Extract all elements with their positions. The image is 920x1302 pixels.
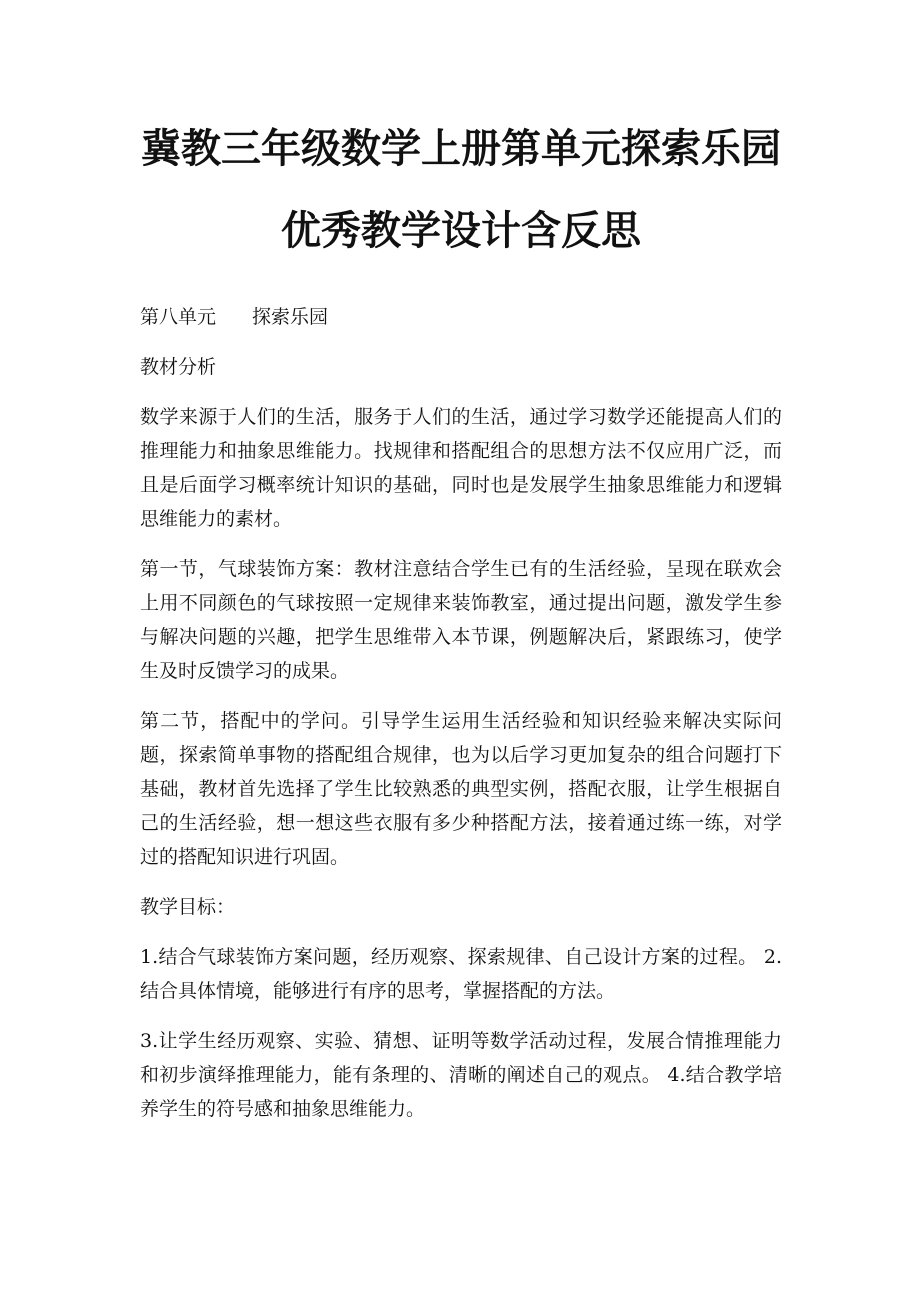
section-heading-material: 教材分析 <box>140 356 217 378</box>
document-title-line2: 优秀教学设计含反思 <box>281 208 641 254</box>
paragraph-intro: 数学来源于人们的生活，服务于人们的生活，通过学习数学还能提高人们的推理能力和抽象思维能力。找规律和搭配组合的思想方法不仅应用广泛，而且是后面学习概率统计知识的基础，同时也是发展学生抽象思维能力和逻辑思维能力的素材。 <box>140 406 782 530</box>
unit-heading <box>140 300 782 334</box>
unit-label: 第八单元 <box>140 306 217 328</box>
paragraph-section2: 第二节，搭配中的学问。引导学生运用生活经验和知识经验来解决实际问题，探索简单事物的搭配组合规律，也为以后学习更加复杂的组合问题打下基础，教材首先选择了学生比较熟悉的典型实例，搭配衣服，让学生根据自己的生活经验，想一想这些衣服有多少种搭配方法，接着通过练一练，对学过的搭配知识进行巩固。 <box>140 710 782 868</box>
paragraph-goals-2: 3.让学生经历观察、实验、猜想、证明等数学活动过程，发展合情推理能力和初步演绎推理能力，能有条理的、清晰的阐述自己的观点。 4.结合教学培养学生的符号感和抽象思维能力。 <box>140 1030 782 1120</box>
paragraph-section1: 第一节，气球装饰方案：教材注意结合学生已有的生活经验，呈现在联欢会上用不同颜色的气球按照一定规律来装饰教室，通过提出问题，激发学生参与解决问题的兴趣，把学生思维带入本节课，例题解决后，紧跟练习，使学生及时反馈学习的成果。 <box>140 558 782 682</box>
unit-name: 探索乐园 <box>252 306 329 328</box>
document-title-line1: 冀教三年级数学上册第单元探索乐园 <box>141 126 781 172</box>
section-heading-goals: 教学目标： <box>140 896 236 918</box>
paragraph-goals-1: 1.结合气球装饰方案问题，经历观察、探索规律、自己设计方案的过程。 2.结合具体情境，能够进行有序的思考，掌握搭配的方法。 <box>140 946 782 1002</box>
